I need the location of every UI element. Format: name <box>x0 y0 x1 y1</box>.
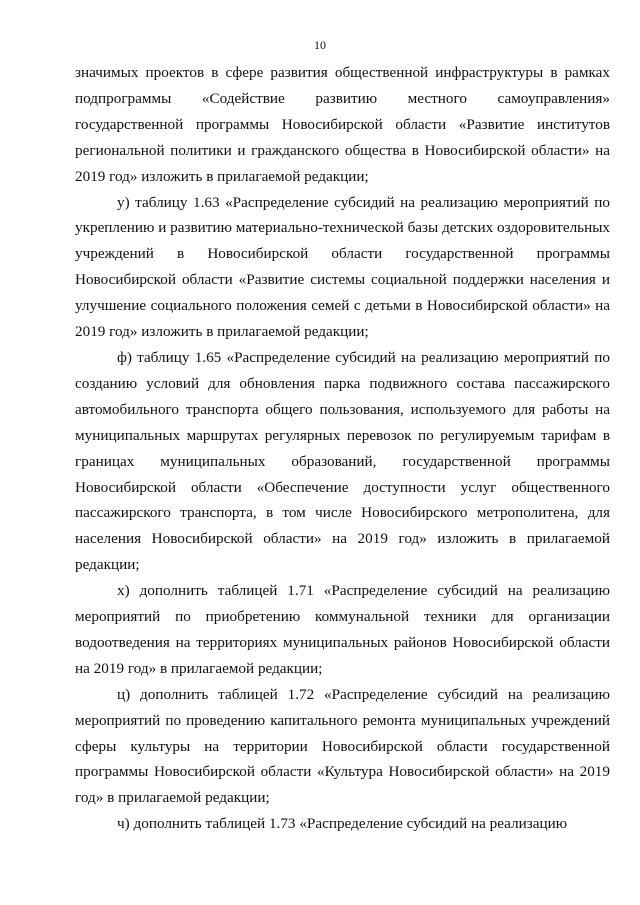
paragraph-item-ch: ч) дополнить таблицей 1.73 «Распределение субсидий на реализацию <box>117 815 568 833</box>
paragraph-item-ts: ц) дополнить таблицей 1.72 «Распределение субсидий на реализацию мероприятий по проведению капитального ремонта муниципальных учреждений сферы культуры на территории Новосибирской области государственной программы Новосибирской области «Культура Новосибирской области» на 2019 год» в прилагаемой редакции; <box>75 685 610 807</box>
paragraph-item-f: ф) таблицу 1.65 «Распределение субсидий на реализацию мероприятий по созданию условий для обновления парка подвижного состава пассажирского автомобильного транспорта общего пользования, используемого для работы на муниципальных маршрутах регулярных перевозок по регулируемым тарифам в границах муниципальных образований, государственной программы Новосибирской области «Обеспечение доступности услуг общественного пассажирского транспорта, в том числе Новосибирского метрополитена, для населения Новосибирской области» на 2019 год» изложить в прилагаемой редакции; <box>75 348 610 574</box>
page-number: 10 <box>314 38 326 52</box>
document-body <box>75 60 610 837</box>
paragraph-item-u: у) таблицу 1.63 «Распределение субсидий на реализацию мероприятий по укреплению и развитию материально-технической базы детских оздоровительных учреждений в Новосибирской области государственной программы Новосибирской области «Развитие системы социальной поддержки населения и улучшение социального положения семей с детьми в Новосибирской области» на 2019 год» изложить в прилагаемой редакции; <box>75 193 610 341</box>
paragraph-continuation: значимых проектов в сфере развития общественной инфраструктуры в рамках подпрограммы «Содействие развитию местного самоуправления» государственной программы Новосибирской области «Развитие институтов региональной политики и гражданского общества в Новосибирской области» на 2019 год» изложить в прилагаемой редакции; <box>75 64 610 185</box>
paragraph-item-kh: х) дополнить таблицей 1.71 «Распределение субсидий на реализацию мероприятий по приобретению коммунальной техники для организации водоотведения на территориях муниципальных районов Новосибирской области на 2019 год» в прилагаемой редакции; <box>75 582 610 677</box>
